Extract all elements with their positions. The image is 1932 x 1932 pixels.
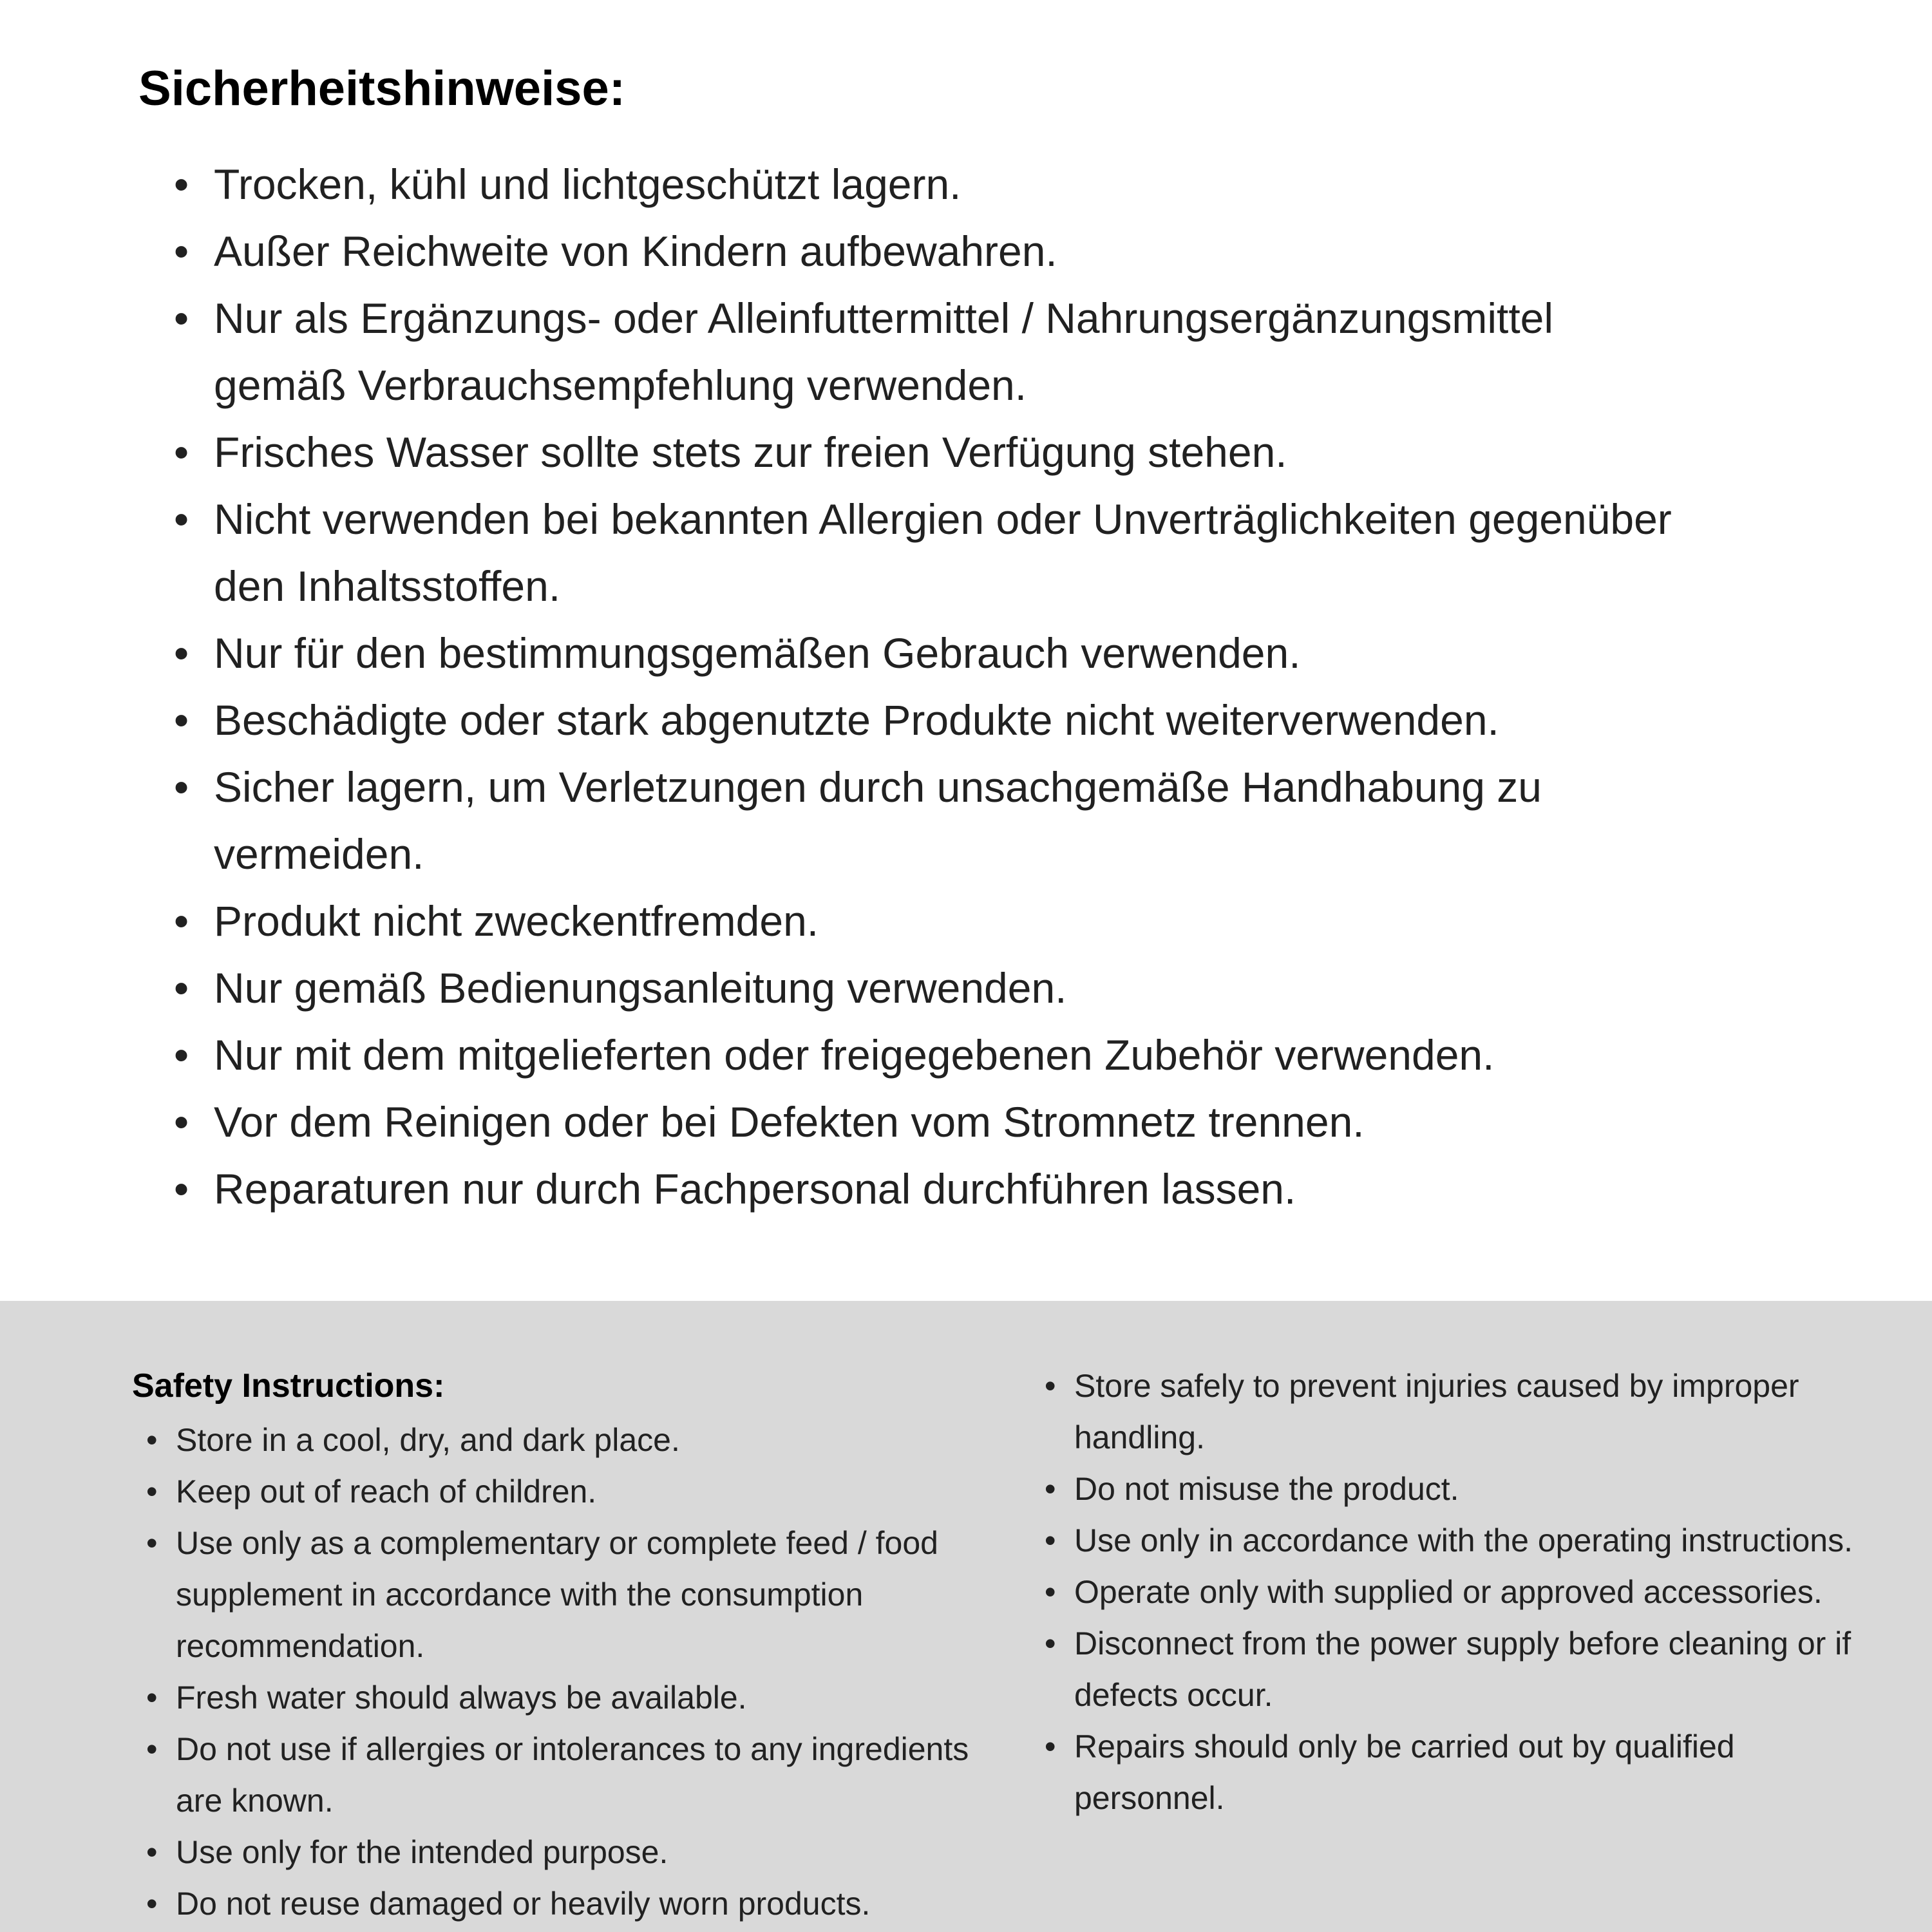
german-instruction-item: • Vor dem Reinigen oder bei Defekten vom Stromnetz trennen. xyxy=(174,1088,1697,1155)
english-instruction-item: • Do not reuse damaged or heavily worn products. xyxy=(146,1878,981,1929)
english-instruction-item: • Use only in accordance with the operating instructions. xyxy=(1045,1515,1874,1566)
english-safety-section xyxy=(0,1301,1932,1932)
english-left-column xyxy=(132,1360,989,1929)
english-instruction-item: • Use only for the intended purpose. xyxy=(146,1826,981,1878)
german-section-title: Sicherheitshinweise: xyxy=(138,61,626,116)
german-instruction-item: • Sicher lagern, um Verletzungen durch unsachgemäße Handhabung zu vermeiden. xyxy=(174,753,1697,887)
german-instruction-item: • Nur als Ergänzungs- oder Alleinfuttermittel / Nahrungsergänzungsmittel gemäß Verbrauchsempfehlung verwenden. xyxy=(174,285,1697,419)
english-instruction-list-left xyxy=(146,1414,989,1929)
english-instruction-item: • Do not use if allergies or intolerances to any ingredients are known. xyxy=(146,1723,981,1826)
german-instruction-item: • Nicht verwenden bei bekannten Allergien oder Unverträglichkeiten gegenüber den Inhaltsstoffen. xyxy=(174,486,1697,620)
english-instruction-item: • Disconnect from the power supply before cleaning or if defects occur. xyxy=(1045,1618,1874,1721)
german-instruction-item: • Beschädigte oder stark abgenutzte Produkte nicht weiterverwenden. xyxy=(174,687,1697,753)
english-instruction-item: • Operate only with supplied or approved accessories. xyxy=(1045,1566,1874,1618)
english-right-column xyxy=(1030,1360,1874,1824)
english-instruction-item: • Fresh water should always be available. xyxy=(146,1672,981,1723)
german-instruction-item: • Nur gemäß Bedienungsanleitung verwenden. xyxy=(174,954,1697,1021)
english-instruction-item: • Use only as a complementary or complete feed / food supplement in accordance with the consumption recommendation. xyxy=(146,1517,981,1672)
german-instruction-item: • Außer Reichweite von Kindern aufbewahren. xyxy=(174,218,1697,285)
english-instruction-item: • Do not misuse the product. xyxy=(1045,1463,1874,1515)
german-instruction-item: • Reparaturen nur durch Fachpersonal durchführen lassen. xyxy=(174,1155,1697,1222)
german-instruction-list xyxy=(174,151,1697,1222)
english-section-title: Safety Instructions: xyxy=(132,1367,445,1405)
german-instruction-item: • Produkt nicht zweckentfremden. xyxy=(174,887,1697,954)
german-instruction-item: • Nur für den bestimmungsgemäßen Gebrauch verwenden. xyxy=(174,620,1697,687)
german-instruction-item: • Nur mit dem mitgelieferten oder freigegebenen Zubehör verwenden. xyxy=(174,1021,1697,1088)
english-instruction-list-right xyxy=(1045,1360,1874,1824)
english-instruction-item: • Store in a cool, dry, and dark place. xyxy=(146,1414,981,1466)
english-instruction-item: • Store safely to prevent injuries caused by improper handling. xyxy=(1045,1360,1874,1463)
german-instruction-item: • Frisches Wasser sollte stets zur freien Verfügung stehen. xyxy=(174,419,1697,486)
english-instruction-item: • Repairs should only be carried out by qualified personnel. xyxy=(1045,1721,1874,1824)
german-instruction-item: • Trocken, kühl und lichtgeschützt lagern. xyxy=(174,151,1697,218)
english-instruction-item: • Keep out of reach of children. xyxy=(146,1466,981,1517)
german-safety-section xyxy=(138,57,1868,1222)
